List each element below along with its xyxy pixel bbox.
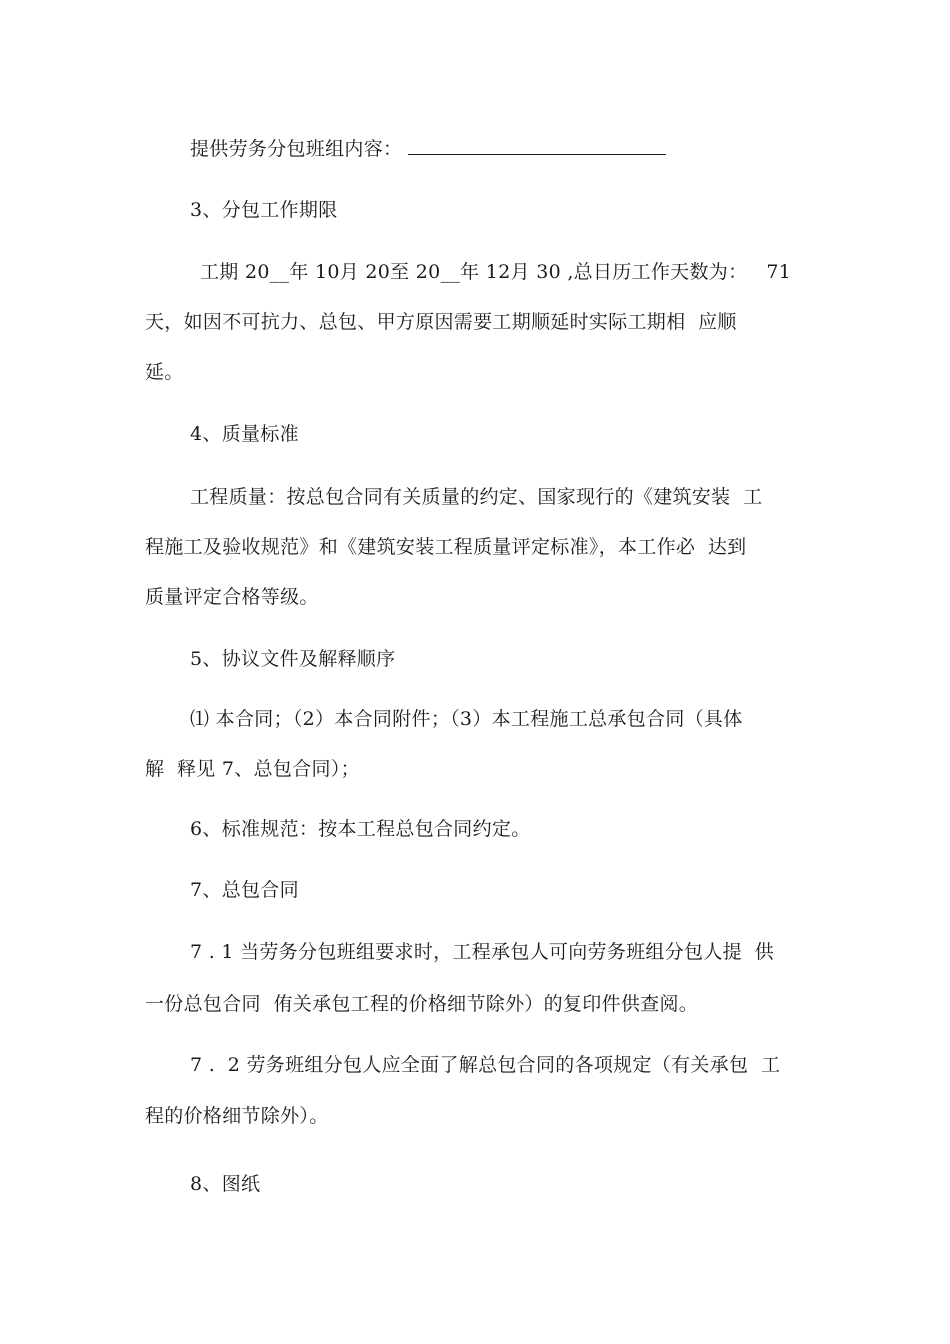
subcontract-content-label: 提供劳务分包班组内容： <box>190 138 403 160</box>
heading-general-contract: 7、总包合同 <box>190 879 299 901</box>
paragraph-quality-3: 质量评定合格等级。 <box>145 586 319 608</box>
paragraph-work-period-1: 工期 20__年 10月 20至 20__年 12月 30 ,总日历工作天数为： 71 <box>200 261 792 283</box>
paragraph-work-period-2: 天，如因不可抗力、总包、甲方原因需要工期顺延时实际工期相 应顺 <box>145 311 737 333</box>
paragraph-quality-1: 工程质量：按总包合同有关质量的约定、国家现行的《建筑安装 工 <box>190 486 763 508</box>
paragraph-documents-1: ⑴ 本合同；（2）本合同附件；（3）本工程施工总承包合同（具体 <box>190 708 743 730</box>
paragraph-subcontract-content <box>190 134 835 161</box>
heading-quality-standard: 4、质量标准 <box>190 423 299 445</box>
fill-in-blank <box>408 134 666 155</box>
paragraph-work-period-3: 延。 <box>145 361 184 383</box>
paragraph-contract-7-2-b: 程的价格细节除外）。 <box>145 1105 329 1127</box>
paragraph-contract-7-1-b: 一份总包合同 侑关承包工程的价格细节除外）的复印件供查阅。 <box>145 993 699 1015</box>
paragraph-contract-7-1-a: 7 . 1 当劳务分包班组要求时，工程承包人可向劳务班组分包人提 供 <box>190 941 774 963</box>
heading-drawings: 8、图纸 <box>190 1173 261 1195</box>
heading-standards: 6、标准规范：按本工程总包合同约定。 <box>190 818 531 840</box>
paragraph-contract-7-2-a: 7 . 2 劳务班组分包人应全面了解总包合同的各项规定（有关承包 工 <box>190 1054 781 1076</box>
paragraph-quality-2: 程施工及验收规范》和《建筑安装工程质量评定标准》，本工作必 达到 <box>145 536 747 558</box>
heading-agreement-documents: 5、协议文件及解释顺序 <box>190 648 396 670</box>
paragraph-documents-2: 解 释见 7、总包合同）； <box>145 758 360 780</box>
heading-work-period: 3、分包工作期限 <box>190 199 338 221</box>
